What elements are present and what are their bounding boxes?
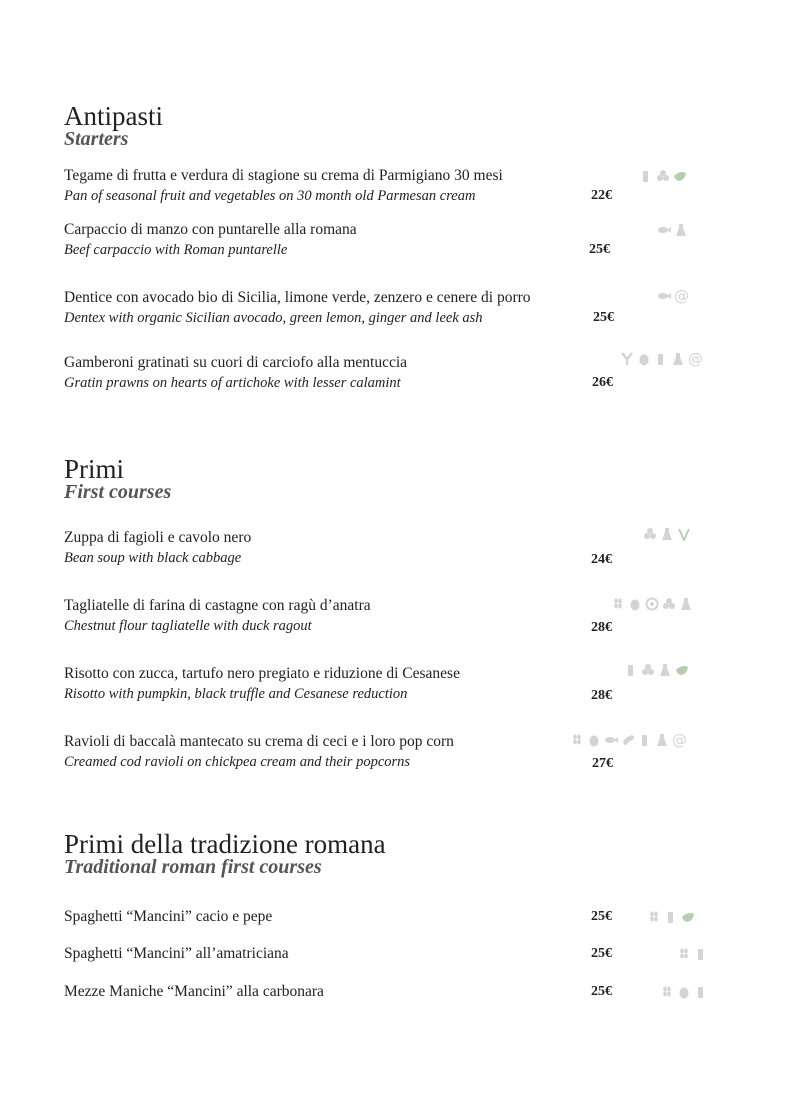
allergen-icons: [657, 286, 688, 306]
section-title: Primi: [64, 454, 125, 484]
milk-icon: [694, 985, 708, 999]
sulphites-icon: @: [672, 731, 687, 749]
allergen-icons: [677, 944, 708, 964]
gluten-icon: [660, 985, 674, 999]
item-price: 25€: [593, 310, 614, 325]
item-name-it: Spaghetti “Mancini” cacio e pepe: [64, 908, 273, 925]
egg-icon: [587, 733, 601, 747]
item-name-it: Dentice con avocado bio di Sicilia, limone verde, zenzero e cenere di porro: [64, 289, 531, 306]
allergen-icons: [611, 594, 693, 614]
item-price: 28€: [591, 688, 612, 703]
menu-item: [64, 528, 764, 568]
item-price: 26€: [592, 375, 613, 390]
menu-item: [64, 944, 764, 964]
item-price: 25€: [591, 909, 612, 924]
item-name-it: Carpaccio di manzo con puntarelle alla romana: [64, 221, 357, 238]
item-name-it: Mezze Maniche “Mancini” alla carbonara: [64, 983, 324, 1000]
item-name-en: Chestnut flour tagliatelle with duck ragout: [64, 618, 312, 634]
section-header-primi: [64, 454, 172, 503]
egg-icon: [637, 352, 651, 366]
menu-item: [64, 732, 764, 772]
section-title: Primi della tradizione romana: [64, 829, 386, 859]
item-price: 25€: [591, 946, 612, 961]
sulphites-icon: @: [674, 287, 689, 305]
item-name-it: Zuppa di fagioli e cavolo nero: [64, 529, 252, 546]
nuts-icon: [641, 663, 655, 677]
section-header-tradizione: [64, 829, 386, 878]
item-name-it: Gamberoni gratinati su cuori di carciofo alla mentuccia: [64, 354, 408, 371]
lupin-icon: [620, 352, 634, 366]
section-header-antipasti: [64, 101, 163, 150]
section-subtitle: Starters: [64, 128, 129, 150]
section-title: Antipasti: [64, 101, 163, 131]
item-name-en: Bean soup with black cabbage: [64, 550, 242, 566]
allergen-icons: [647, 907, 695, 927]
item-price: 22€: [591, 188, 612, 203]
item-name-en: Gratin prawns on hearts of artichoke with lesser calamint: [64, 375, 401, 391]
allergen-icons: [657, 220, 688, 240]
menu-item: [64, 288, 764, 328]
milk-icon: [624, 663, 638, 677]
section-subtitle: First courses: [64, 481, 172, 503]
celery-icon: [675, 663, 689, 677]
gluten-icon: [611, 597, 625, 611]
allergen-icons: [643, 524, 691, 544]
item-name-en: Pan of seasonal fruit and vegetables on 30 month old Parmesan cream: [64, 188, 476, 204]
item-price: 24€: [591, 552, 612, 567]
milk-icon: [694, 947, 708, 961]
item-name-it: Spaghetti “Mancini” all’amatriciana: [64, 945, 289, 962]
item-price: 28€: [591, 620, 612, 635]
allergen-icons: [570, 730, 686, 750]
celery-icon: [681, 910, 695, 924]
sulphites-icon: @: [688, 350, 703, 368]
item-price: 25€: [589, 242, 610, 257]
item-name-it: Tegame di frutta e verdura di stagione su crema di Parmigiano 30 mesi: [64, 167, 503, 184]
mustard-icon: [679, 597, 693, 611]
egg-icon: [628, 597, 642, 611]
mustard-icon: [660, 527, 674, 541]
milk-icon: [638, 733, 652, 747]
mustard-icon: [674, 223, 688, 237]
fish-icon: [604, 733, 618, 747]
item-name-it: Ravioli di baccalà mantecato su crema di ceci e i loro pop corn: [64, 733, 454, 750]
allergen-icons: [639, 166, 687, 186]
milk-icon: [664, 910, 678, 924]
menu-item: [64, 907, 764, 927]
gluten-icon: [570, 733, 584, 747]
milk-icon: [639, 169, 653, 183]
menu-item: [64, 350, 764, 393]
allergen-icons: [620, 349, 702, 369]
nuts-icon: [643, 527, 657, 541]
item-name-en: Creamed cod ravioli on chickpea cream and their popcorns: [64, 754, 411, 770]
fish-icon: [657, 223, 671, 237]
soy-icon: [645, 597, 659, 611]
item-name-it: Risotto con zucca, tartufo nero pregiato e riduzione di Cesanese: [64, 665, 460, 682]
celery-icon: [673, 169, 687, 183]
gluten-icon: [647, 910, 661, 924]
item-name-en: Dentex with organic Sicilian avocado, green lemon, ginger and leek ash: [64, 310, 483, 326]
menu-item: [64, 664, 764, 704]
menu-item: [64, 982, 764, 1002]
nuts-icon: [656, 169, 670, 183]
vegan-icon: [677, 527, 691, 541]
section-subtitle: Traditional roman first courses: [64, 856, 322, 878]
peanut-icon: [621, 733, 635, 747]
mustard-icon: [671, 352, 685, 366]
milk-icon: [654, 352, 668, 366]
egg-icon: [677, 985, 691, 999]
nuts-icon: [662, 597, 676, 611]
allergen-icons: [660, 982, 708, 1002]
fish-icon: [657, 289, 671, 303]
mustard-icon: [658, 663, 672, 677]
menu-item: [64, 166, 764, 206]
menu-item: [64, 220, 764, 260]
allergen-icons: [624, 660, 689, 680]
gluten-icon: [677, 947, 691, 961]
mustard-icon: [655, 733, 669, 747]
item-price: 27€: [592, 756, 613, 771]
item-name-en: Risotto with pumpkin, black truffle and Cesanese reduction: [64, 686, 408, 702]
item-price: 25€: [591, 984, 612, 999]
item-name-en: Beef carpaccio with Roman puntarelle: [64, 242, 288, 258]
item-name-it: Tagliatelle di farina di castagne con ragù d’anatra: [64, 597, 371, 614]
menu-item: [64, 596, 764, 636]
